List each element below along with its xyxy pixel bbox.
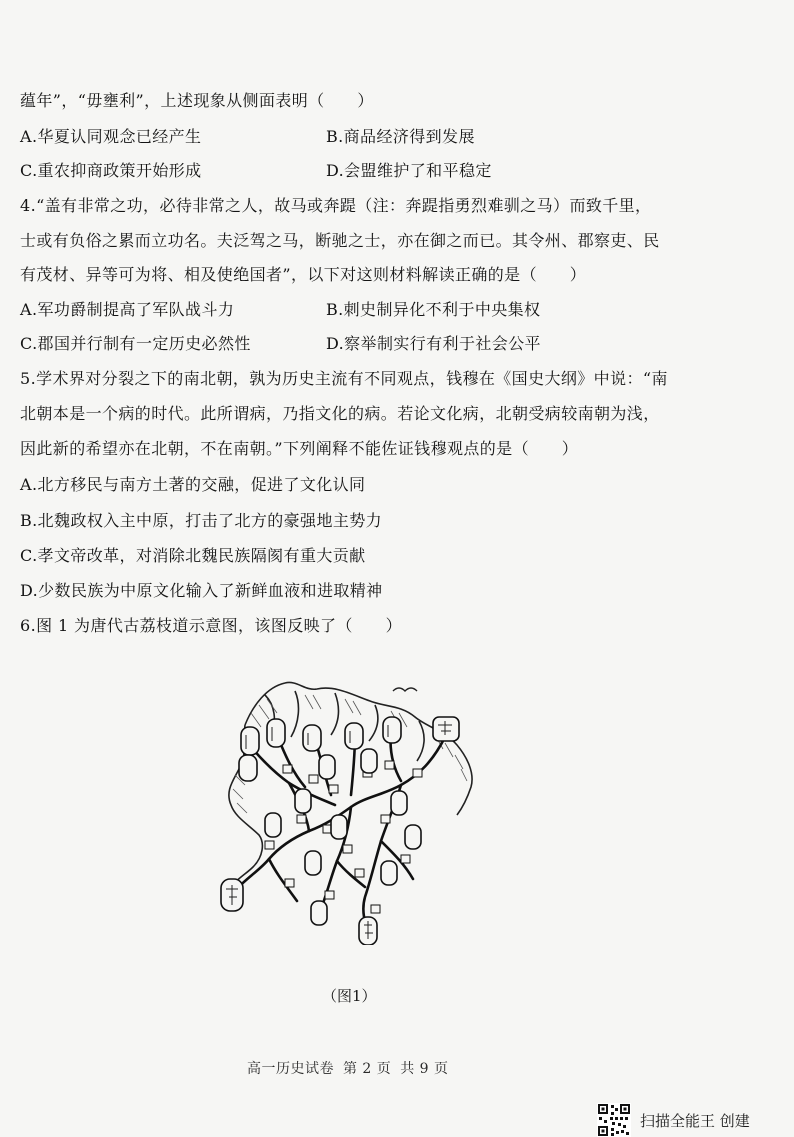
q5-option-c: C.孝文帝改革，对消除北魏民族隔阂有重大贡献 xyxy=(20,546,366,565)
q4-option-d: D.察举制实行有利于社会公平 xyxy=(326,334,541,353)
bleed-through-text xyxy=(548,490,564,511)
footer-page-number: 第 2 页 xyxy=(342,1061,392,1077)
q5-stem-line-2: 北朝本是一个病的时代。此所谓病，乃指文化的病。若论文化病，北朝受病较南朝为浅， xyxy=(20,404,660,423)
q5-option-b: B.北魏政权入主中原，打击了北方的豪强地主势力 xyxy=(20,511,383,530)
q4-option-c: C.郡国并行制有一定历史必然性 xyxy=(20,334,251,353)
mountain-ridge xyxy=(227,682,472,893)
q5-option-d: D.少数民族为中原文化输入了新鲜血液和进取精神 xyxy=(20,581,383,600)
scanner-brand-label: 扫描全能王 创建 xyxy=(640,1112,750,1130)
q3-option-c: C.重农抑商政策开始形成 xyxy=(20,161,202,180)
q4-stem-line-1: 4.“盖有非常之功，必待非常之人，故马或奔踶（注：奔踶指勇烈难驯之马）而致千里， xyxy=(20,196,652,215)
q6-stem: 6.图 1 为唐代古荔枝道示意图，该图反映了（ ） xyxy=(20,616,403,635)
page-footer xyxy=(245,1058,451,1078)
q3-option-a: A.华夏认同观念已经产生 xyxy=(20,127,202,146)
q4-stem-line-3: 有茂材、异等可为将、相及使绝国者”，以下对这则材料解读正确的是（ ） xyxy=(20,265,587,284)
q4-stem-line-2: 士或有负俗之累而立功名。夫泛驾之马，断驰之士，亦在御之而已。其令州、郡察吏、民 xyxy=(20,231,660,250)
q4-option-a: A.军功爵制提高了军队战斗力 xyxy=(20,300,235,319)
lychee-road-map-drawing xyxy=(205,665,490,945)
footer-exam-title: 高一历史试卷 xyxy=(247,1061,334,1077)
figure-caption: （图1） xyxy=(322,987,377,1005)
q5-stem-line-1: 5.学术界对分裂之下的南北朝，孰为历史主流有不同观点，钱穆在《国史大纲》中说：“南 xyxy=(20,369,668,388)
q5-stem-line-3: 因此新的希望亦在北朝，不在南朝。”下列阐释不能佐证钱穆观点的是（ ） xyxy=(20,439,579,458)
q3-stem-tail: 蕴年”，“毋壅利”，上述现象从侧面表明（ ） xyxy=(20,91,374,110)
qr-code-icon xyxy=(597,1103,631,1137)
q5-option-a: A.北方移民与南方土著的交融，促进了文化认同 xyxy=(20,475,366,494)
lychee-road-map xyxy=(205,665,490,945)
bird-icon xyxy=(393,688,417,691)
q3-option-b: B.商品经济得到发展 xyxy=(326,127,475,146)
q3-option-d: D.会盟维护了和平稳定 xyxy=(326,161,492,180)
footer-total-pages: 共 9 页 xyxy=(400,1061,449,1077)
q4-option-b: B.刺史制异化不利于中央集权 xyxy=(326,300,541,319)
place-cartouches xyxy=(221,717,459,945)
